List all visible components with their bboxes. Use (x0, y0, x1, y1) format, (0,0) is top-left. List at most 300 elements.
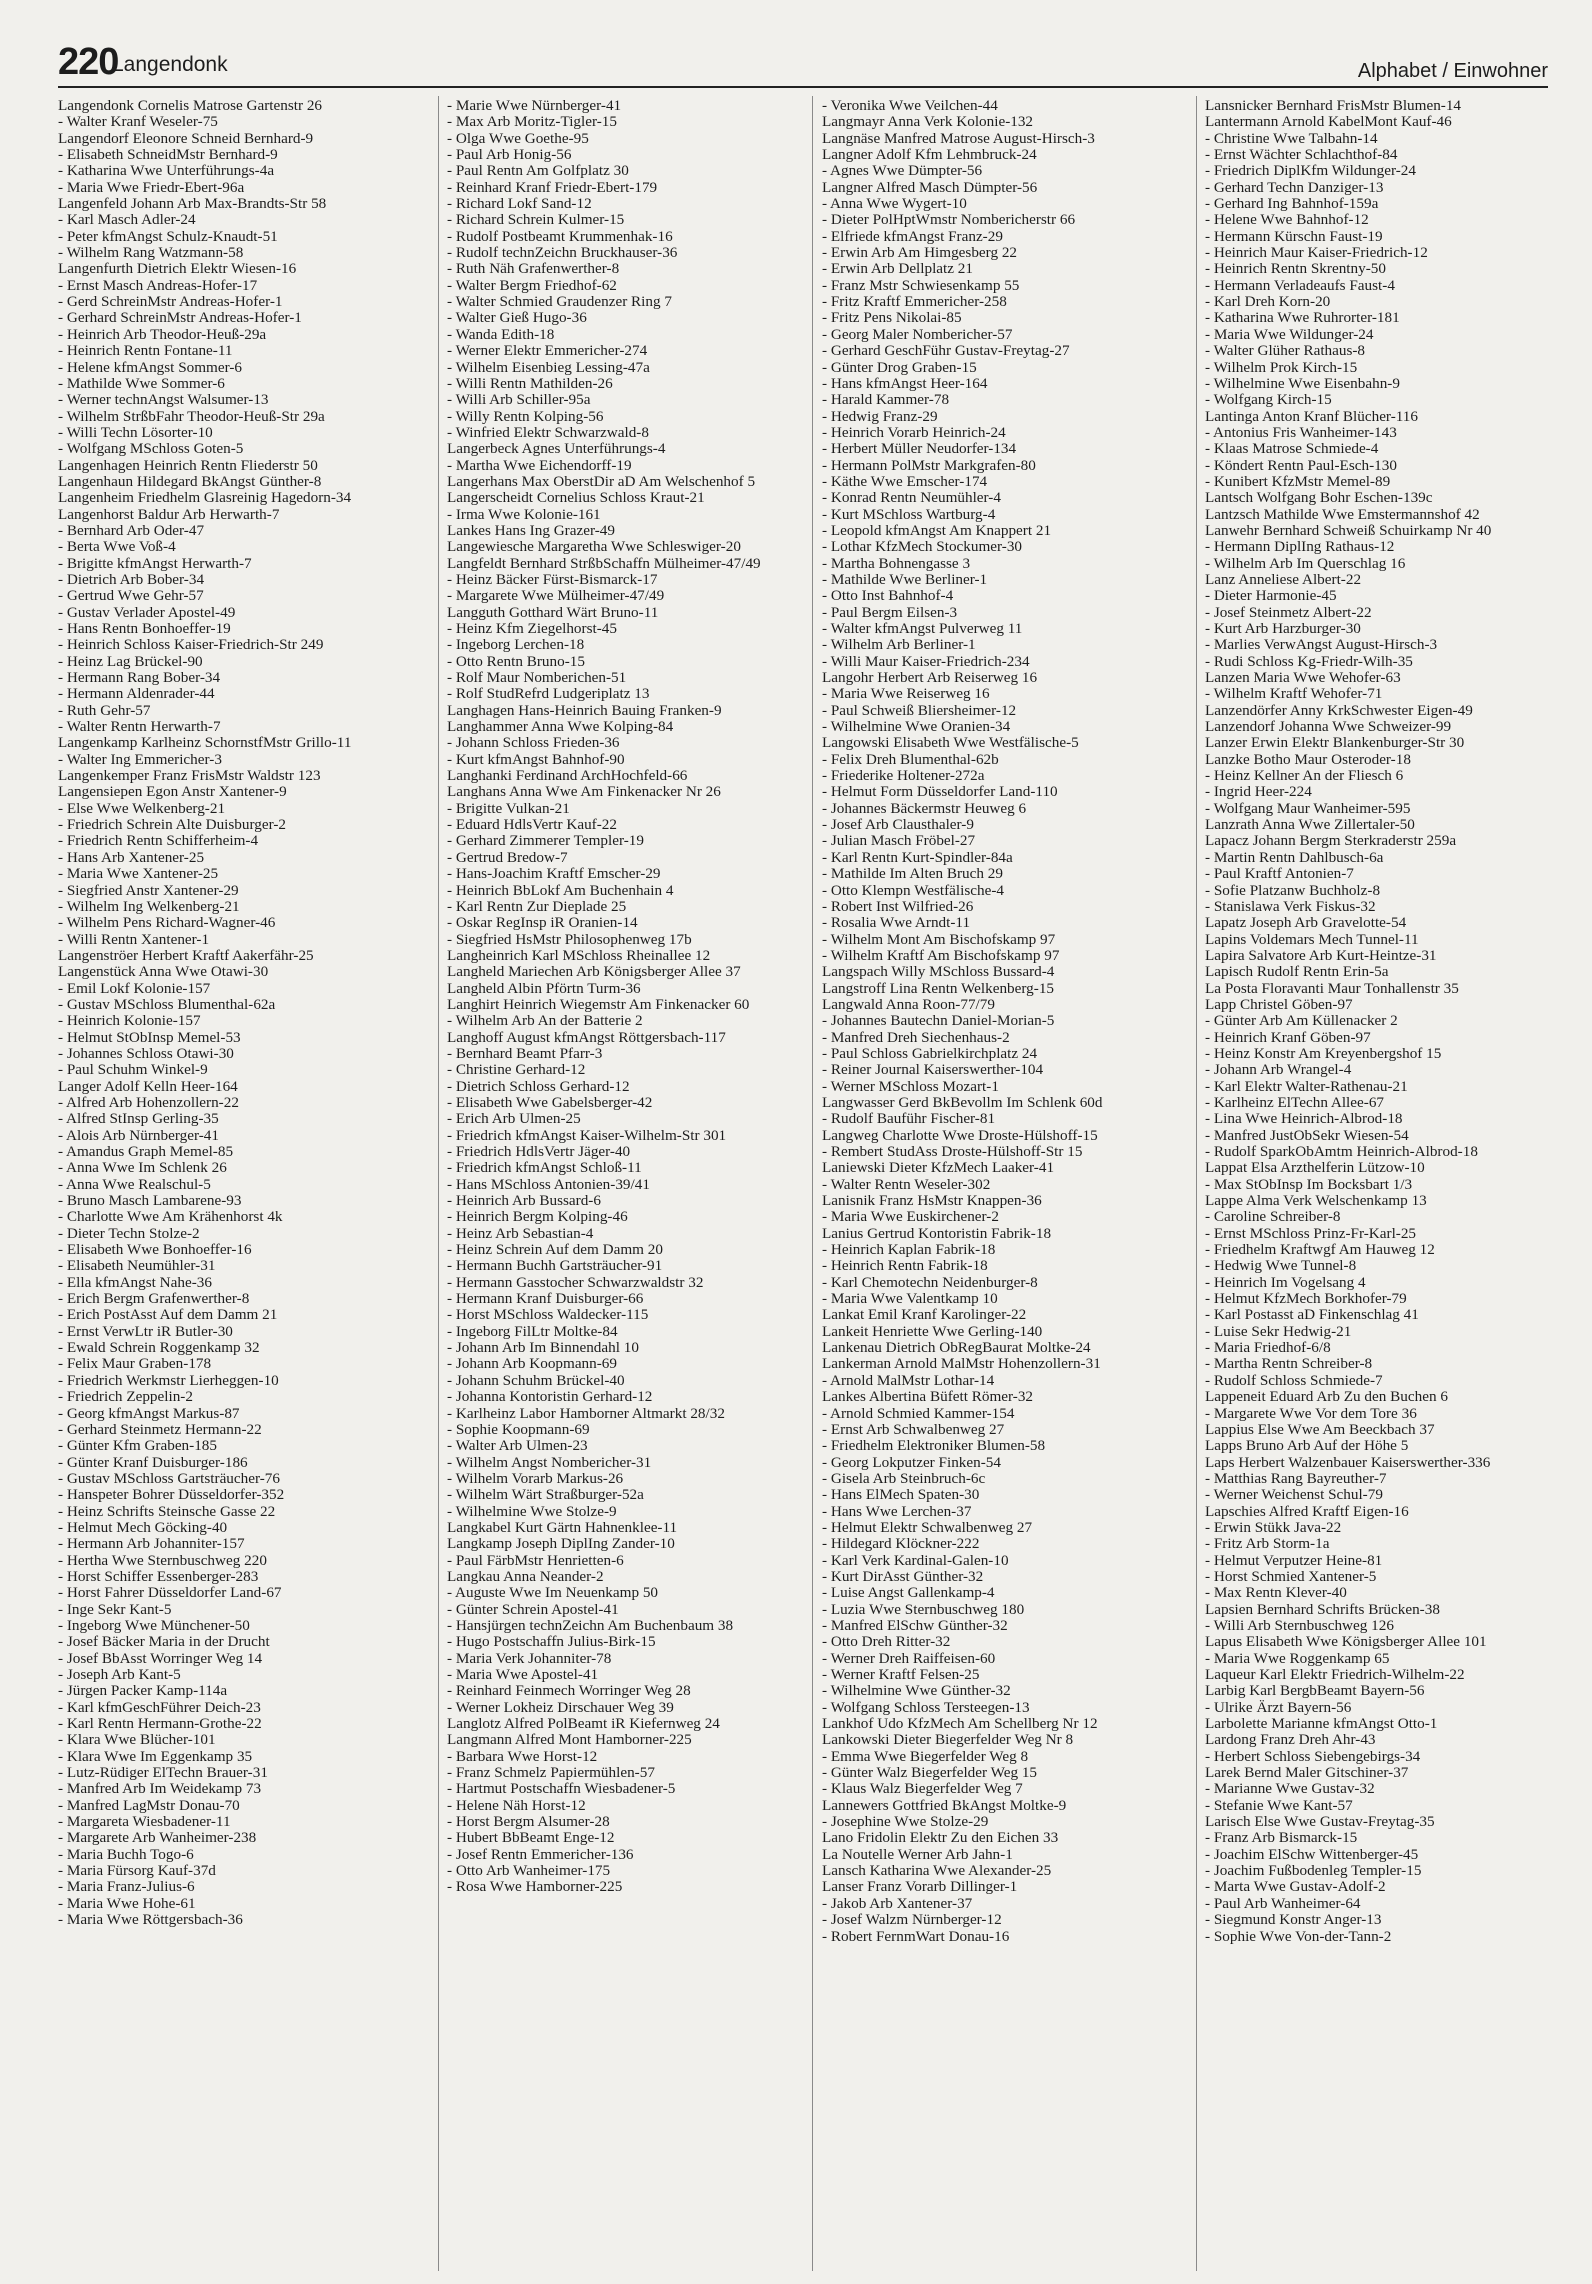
directory-entry: - Heinrich Maur Kaiser-Friedrich-12 (1205, 245, 1428, 262)
directory-entry: Lanzen Maria Wwe Wehofer-63 (1205, 670, 1401, 687)
directory-entry: - Heinrich Kranf Göben-97 (1205, 1029, 1371, 1046)
directory-entry: - Heinz Schrifts Steinsche Gasse 22 (58, 1503, 276, 1520)
directory-entry: Lapschies Alfred Kraftf Eigen-16 (1205, 1503, 1409, 1520)
directory-entry: - Auguste Wwe Im Neuenkamp 50 (447, 1585, 659, 1602)
directory-entry: - Werner Dreh Raiffeisen-60 (822, 1650, 996, 1667)
directory-entry: - Heinrich Rentn Fontane-11 (58, 343, 233, 360)
directory-entry: Langenströer Herbert Kraftf Aakerfähr-25 (58, 947, 314, 964)
directory-entry: - Heinz Konstr Am Kreyenbergshof 15 (1205, 1045, 1442, 1062)
directory-entry: - Sophie Wwe Von-der-Tann-2 (1205, 1928, 1392, 1945)
column-3 (822, 98, 1178, 2273)
directory-entry: - Amandus Graph Memel-85 (58, 1144, 234, 1160)
directory-entry: - Walter Glüher Rathaus-8 (1205, 343, 1366, 360)
directory-entry: - Rolf StudRefrd Ludgeriplatz 13 (447, 686, 650, 703)
directory-entry: - Stanislawa Verk Fiskus-32 (1205, 898, 1376, 915)
directory-entry: Langner Alfred Masch Dümpter-56 (822, 179, 1038, 196)
directory-entry: Langerbeck Agnes Unterführungs-4 (447, 441, 666, 458)
directory-entry: Laps Herbert Walzenbauer Kaiserswerther-336 (1205, 1454, 1491, 1471)
directory-entry: - Berta Wwe Voß-4 (58, 539, 176, 556)
directory-entry: - Reinhard Feinmech Worringer Weg 28 (447, 1683, 691, 1700)
directory-entry: - Katharina Wwe Ruhrorter-181 (1205, 310, 1400, 327)
directory-entry: - Konrad Rentn Neumühler-4 (822, 490, 1001, 507)
directory-entry: - Rosalia Wwe Arndt-11 (822, 915, 971, 932)
directory-entry: - Rudolf Bauführ Fischer-81 (822, 1111, 996, 1128)
directory-entry: - Günter Schrein Apostel-41 (447, 1601, 619, 1618)
directory-entry: - Dietrich Arb Bober-34 (58, 571, 205, 588)
directory-entry: - Siegfried HsMstr Philosophenweg 17b (447, 931, 692, 948)
directory-entry: - Heinrich Rentn Skrentny-50 (1205, 261, 1386, 278)
directory-entry: - Hermann Aldenrader-44 (58, 686, 215, 703)
directory-entry: - Wolfgang MSchloss Goten-5 (58, 441, 244, 458)
directory-entry: - Willi Rentn Mathilden-26 (447, 375, 613, 392)
directory-entry: - Wilhelm Pens Richard-Wagner-46 (58, 915, 276, 932)
directory-entry: Langhoff August kfmAngst Röttgersbach-117 (447, 1029, 726, 1046)
directory-entry: - Heinz Schrein Auf dem Damm 20 (447, 1242, 663, 1259)
directory-entry: - Kurt DirAsst Günther-32 (822, 1568, 984, 1585)
directory-entry: - Dieter Harmonie-45 (1205, 588, 1337, 605)
directory-entry: - Walter Rentn Weseler-302 (822, 1176, 991, 1193)
directory-entry: Larbolette Marianne kfmAngst Otto-1 (1205, 1716, 1438, 1733)
directory-entry: - Maria Fürsorg Kauf-37d (58, 1863, 216, 1880)
directory-entry: - Hansjürgen technZeichn Am Buchenbaum 38 (447, 1617, 734, 1634)
directory-entry: - Heinrich Kaplan Fabrik-18 (822, 1242, 996, 1259)
directory-entry: - Elisabeth Wwe Bonhoeffer-16 (58, 1242, 252, 1259)
directory-entry: - Gerhard Techn Danziger-13 (1205, 179, 1384, 196)
directory-entry: Langenstück Anna Wwe Otawi-30 (58, 964, 269, 981)
directory-entry: - Paul Arb Wanheimer-64 (1205, 1895, 1361, 1912)
directory-entry: - Karlheinz Labor Hamborner Altmarkt 28/32 (447, 1405, 725, 1422)
directory-entry: - Marianne Wwe Gustav-32 (1205, 1781, 1375, 1798)
directory-entry: - Lina Wwe Heinrich-Albrod-18 (1205, 1111, 1403, 1128)
directory-entry: - Erwin Stükk Java-22 (1205, 1519, 1342, 1536)
directory-entry: - Friedrich Schrein Alte Duisburger-2 (58, 817, 287, 834)
directory-entry: - Karl Masch Adler-24 (58, 212, 196, 229)
directory-entry: - Georg Lokputzer Finken-54 (822, 1454, 1001, 1471)
directory-entry: Langer Adolf Kelln Heer-164 (58, 1078, 238, 1095)
directory-entry: - Brigitte Vulkan-21 (447, 800, 570, 817)
directory-entry: - Hildegard Klöckner-222 (822, 1536, 980, 1553)
directory-entry: - Dietrich Schloss Gerhard-12 (447, 1078, 630, 1095)
directory-entry: - Stefanie Wwe Kant-57 (1205, 1797, 1353, 1814)
directory-entry: - Friedrich DiplKfm Wildunger-24 (1205, 163, 1416, 180)
directory-entry: - Ingrid Heer-224 (1205, 784, 1312, 801)
directory-entry: - Karl Chemotechn Neidenburger-8 (822, 1274, 1038, 1291)
directory-entry: - Friedrich Zeppelin-2 (58, 1389, 193, 1406)
directory-entry: - Kurt Arb Harzburger-30 (1205, 621, 1361, 637)
directory-entry: - Walter Bergm Friedhof-62 (447, 277, 617, 294)
directory-entry: - Wilhelm Eisenbieg Lessing-47a (447, 359, 650, 376)
directory-entry: - Heinrich Kolonie-157 (58, 1013, 201, 1030)
directory-entry: Lankes Albertina Büfett Römer-32 (822, 1389, 1034, 1406)
directory-entry: - Rudolf technZeichn Bruckhauser-36 (447, 245, 678, 262)
directory-entry: - Willy Rentn Kolping-56 (447, 408, 604, 425)
directory-entry: Langendonk Cornelis Matrose Gartenstr 26 (58, 98, 323, 114)
directory-entry: - Paul Rentn Am Golfplatz 30 (447, 163, 629, 180)
directory-entry: - Horst Schiffer Essenberger-283 (58, 1568, 259, 1585)
directory-entry: - Martha Wwe Eichendorff-19 (447, 457, 632, 474)
directory-entry: - Ernst Arb Schwalbenweg 27 (822, 1421, 1005, 1438)
directory-entry: - Johannes Bautechn Daniel-Morian-5 (822, 1013, 1055, 1030)
directory-entry: - Wilhelm StrßbFahr Theodor-Heuß-Str 29a (58, 408, 325, 425)
directory-entry: - Karl kfmGeschFührer Deich-23 (58, 1699, 261, 1716)
directory-entry: Lanser Franz Vorarb Dillinger-1 (822, 1879, 1018, 1896)
directory-entry: - Heinrich BbLokf Am Buchenhain 4 (447, 882, 674, 899)
directory-entry: - Maria Wwe Euskirchener-2 (822, 1209, 999, 1226)
directory-entry: - Käthe Wwe Emscher-174 (822, 473, 988, 490)
directory-entry: - Otto Klempn Westfälische-4 (822, 882, 1004, 899)
directory-entry: - Walter Kranf Weseler-75 (58, 114, 218, 131)
directory-entry: - Gerhard SchreinMstr Andreas-Hofer-1 (58, 310, 302, 327)
directory-entry: Langhirt Heinrich Wiegemstr Am Finkenacker 60 (447, 996, 750, 1013)
directory-entry: - Karl Rentn Kurt-Spindler-84a (822, 849, 1013, 866)
directory-entry: - Paul Schuhm Winkel-9 (58, 1062, 208, 1079)
directory-entry: - Alfred StInsp Gerling-35 (58, 1111, 219, 1128)
directory-entry: - Willi Arb Sternbuschweg 126 (1205, 1617, 1394, 1634)
directory-entry: - Richard Schrein Kulmer-15 (447, 212, 625, 229)
directory-entry: - Wilhelm Wärt Straßburger-52a (447, 1487, 644, 1504)
directory-entry: - Felix Dreh Blumenthal-62b (822, 751, 999, 768)
directory-entry: Langenhagen Heinrich Rentn Fliederstr 50 (58, 457, 318, 474)
directory-entry: Lankerman Arnold MalMstr Hohenzollern-31 (822, 1356, 1101, 1373)
directory-entry: - Wilhelm Kraftf Wehofer-71 (1205, 686, 1383, 703)
directory-entry: - Heinz Kfm Ziegelhorst-45 (447, 621, 617, 637)
directory-entry: - Rudolf SparkObAmtm Heinrich-Albrod-18 (1205, 1144, 1478, 1160)
directory-entry: - Johannes Bäckermstr Heuweg 6 (822, 800, 1027, 817)
directory-entry: - Alois Arb Nürnberger-41 (58, 1127, 219, 1144)
directory-entry: Langwald Anna Roon-77/79 (822, 996, 995, 1013)
directory-entry: - Lothar KfzMech Stockumer-30 (822, 539, 1023, 556)
directory-entry: - Else Wwe Welkenberg-21 (58, 800, 226, 817)
directory-entry: Langensiepen Egon Anstr Xantener-9 (58, 784, 287, 801)
directory-entry: - Fritz Kraftf Emmericher-258 (822, 294, 1007, 311)
directory-entry: Langhans Anna Wwe Am Finkenacker Nr 26 (447, 784, 721, 801)
directory-entry: Langerhans Max OberstDir aD Am Welschenhof 5 (447, 473, 756, 490)
directory-entry: - Josef Steinmetz Albert-22 (1205, 604, 1372, 621)
directory-entry: - Friedrich HdlsVertr Jäger-40 (447, 1144, 631, 1160)
directory-entry: Langheld Mariechen Arb Königsberger Allee 37 (447, 964, 741, 981)
directory-entry: - Hubert BbBeamt Enge-12 (447, 1830, 615, 1847)
directory-entry: - Anna Wwe Realschul-5 (58, 1176, 211, 1193)
directory-entry: - Herbert Müller Neudorfer-134 (822, 441, 1017, 458)
directory-entry: - Paul FärbMstr Henrietten-6 (447, 1552, 624, 1569)
directory-entry: - Georg Maler Nombericher-57 (822, 326, 1013, 343)
directory-entry: - Rembert StudAss Droste-Hülshoff-Str 15 (822, 1144, 1083, 1160)
directory-entry: - Wilhelm Arb Berliner-1 (822, 637, 976, 654)
directory-entry: - Hermann Verladeaufs Faust-4 (1205, 277, 1395, 294)
directory-entry: Lanius Gertrud Kontoristin Fabrik-18 (822, 1225, 1052, 1242)
directory-entry: - Hermann Buchh Gartsträucher-91 (447, 1258, 663, 1275)
directory-entry: - Kurt kfmAngst Bahnhof-90 (447, 751, 625, 768)
directory-entry: - Wilhelm Angst Nombericher-31 (447, 1454, 652, 1471)
directory-entry: - Wilhelm Vorarb Markus-26 (447, 1470, 624, 1487)
directory-entry: Langhagen Hans-Heinrich Bauing Franken-9 (447, 702, 722, 719)
directory-entry: - Gerhard GeschFühr Gustav-Freytag-27 (822, 343, 1070, 360)
directory-entry: - Hans ElMech Spaten-30 (822, 1487, 980, 1504)
directory-entry: - Agnes Wwe Dümpter-56 (822, 163, 983, 180)
directory-entry: - Robert FernmWart Donau-16 (822, 1928, 1010, 1945)
directory-entry: - Maria Wwe Apostel-41 (447, 1667, 599, 1683)
directory-entry: - Sofie Platzanw Buchholz-8 (1205, 882, 1381, 899)
directory-entry: - Helmut Mech Göcking-40 (58, 1519, 228, 1536)
directory-entry: - Margarete Arb Wanheimer-238 (58, 1830, 257, 1847)
directory-entry: Lapsien Bernhard Schrifts Brücken-38 (1205, 1601, 1440, 1618)
directory-entry: Langhanki Ferdinand ArchHochfeld-66 (447, 768, 688, 785)
directory-entry: - Heinz Bäcker Fürst-Bismarck-17 (447, 571, 658, 588)
directory-entry: - Otto Dreh Ritter-32 (822, 1634, 951, 1651)
directory-entry: - Maria Wwe Hohe-61 (58, 1895, 196, 1912)
directory-entry: - Otto Arb Wanheimer-175 (447, 1863, 611, 1880)
directory-entry: - Peter kfmAngst Schulz-Knaudt-51 (58, 228, 278, 245)
directory-entry: - Leopold kfmAngst Am Knappert 21 (822, 522, 1052, 539)
directory-entry: Lanisnik Franz HsMstr Knappen-36 (822, 1193, 1042, 1210)
directory-entry: - Maria Wwe Wildunger-24 (1205, 326, 1374, 343)
directory-entry: - Franz Arb Bismarck-15 (1205, 1830, 1358, 1847)
directory-entry: - Friedrich Werkmstr Lierheggen-10 (58, 1372, 279, 1389)
directory-entry: - Hugo Postschaffn Julius-Birk-15 (447, 1634, 656, 1651)
directory-entry: - Johann Arb Wrangel-4 (1205, 1062, 1352, 1079)
directory-entry: - Margarete Wwe Vor dem Tore 36 (1205, 1405, 1417, 1422)
directory-entry: - Karl Postasst aD Finkenschlag 41 (1205, 1307, 1419, 1324)
directory-entry: - Heinrich Rentn Fabrik-18 (822, 1258, 988, 1275)
directory-entry: - Margareta Wiesbadener-11 (58, 1814, 231, 1831)
directory-entry: - Gerhard Zimmerer Templer-19 (447, 833, 644, 850)
directory-entry: Larisch Else Wwe Gustav-Freytag-35 (1205, 1814, 1435, 1831)
directory-entry: - Wilhelm Mont Am Bischofskamp 97 (822, 931, 1056, 948)
directory-entry: - Fritz Pens Nikolai-85 (822, 310, 962, 327)
directory-entry: - Hans Rentn Bonhoeffer-19 (58, 621, 231, 637)
directory-entry: - Wolfgang Maur Wanheimer-595 (1205, 800, 1411, 817)
directory-entry: - Erich Arb Ulmen-25 (447, 1111, 581, 1128)
directory-entry: Langheinrich Karl MSchloss Rheinallee 12 (447, 947, 711, 964)
directory-entry: - Ruth Näh Grafenwerther-8 (447, 261, 620, 278)
directory-entry: - Max Arb Moritz-Tigler-15 (447, 114, 617, 131)
directory-entry: - Hermann Rang Bober-34 (58, 670, 221, 687)
directory-entry: - Hedwig Wwe Tunnel-8 (1205, 1258, 1357, 1275)
directory-entry: - Klaas Matrose Schmiede-4 (1205, 441, 1379, 458)
directory-entry: - Wilhelm Arb An der Batterie 2 (447, 1013, 643, 1030)
directory-entry: Langkau Anna Neander-2 (447, 1568, 604, 1585)
directory-entry: - Bernhard Arb Oder-47 (58, 522, 205, 539)
directory-entry: - Richard Lokf Sand-12 (447, 196, 592, 213)
directory-entry: - Hertha Wwe Sternbuschweg 220 (58, 1552, 267, 1569)
directory-entry: Lapisch Rudolf Rentn Erin-5a (1205, 964, 1389, 981)
directory-entry: Lanz Anneliese Albert-22 (1205, 571, 1362, 588)
directory-entry: - Hans MSchloss Antonien-39/41 (447, 1176, 650, 1193)
directory-entry: - Heinrich Arb Bussard-6 (447, 1193, 601, 1210)
directory-entry: - Gerd SchreinMstr Andreas-Hofer-1 (58, 294, 283, 311)
directory-entry: - Anna Wwe Wygert-10 (822, 196, 967, 213)
directory-entry: - Rudi Schloss Kg-Friedr-Wilh-35 (1205, 653, 1413, 670)
directory-entry: - Dieter PolHptWmstr Nombericherstr 66 (822, 212, 1076, 229)
directory-entry: - Friederike Holtener-272a (822, 768, 985, 785)
directory-entry: Lankes Hans Ing Grazer-49 (447, 522, 615, 539)
directory-entry: Larbig Karl BergbBeamt Bayern-56 (1205, 1683, 1425, 1700)
directory-entry: - Josef Rentn Emmericher-136 (447, 1846, 634, 1863)
directory-entry: - Paul Kraftf Antonien-7 (1205, 866, 1354, 883)
directory-entry: - Christine Wwe Talbahn-14 (1205, 130, 1378, 147)
directory-entry: Lankeit Henriette Wwe Gerling-140 (822, 1323, 1043, 1340)
directory-entry: - Heinrich Vorarb Heinrich-24 (822, 424, 1006, 441)
directory-entry: - Werner Kraftf Felsen-25 (822, 1667, 980, 1683)
directory-entry: - Willi Techn Lösorter-10 (58, 424, 213, 441)
directory-entry: - Bruno Masch Lambarene-93 (58, 1193, 242, 1210)
directory-entry: - Willi Arb Schiller-95a (447, 392, 591, 409)
directory-entry: - Horst MSchloss Waldecker-115 (447, 1307, 649, 1324)
directory-entry: - Jakob Arb Xantener-37 (822, 1895, 973, 1912)
directory-entry: - Karl Dreh Korn-20 (1205, 294, 1331, 311)
directory-entry: Lapira Salvatore Arb Kurt-Heintze-31 (1205, 947, 1437, 964)
section-title: Alphabet / Einwohner (1357, 60, 1548, 82)
directory-entry: - Joseph Arb Kant-5 (58, 1667, 181, 1683)
directory-entry: - Helene Wwe Bahnhof-12 (1205, 212, 1369, 229)
directory-entry: - Günter Kfm Graben-185 (58, 1438, 217, 1455)
directory-entry: - Heinrich Bergm Kolping-46 (447, 1209, 628, 1226)
directory-entry: - Gustav MSchloss Gartsträucher-76 (58, 1470, 280, 1487)
directory-entry: - Günter Drog Graben-15 (822, 359, 977, 376)
directory-entry: Langewiesche Margaretha Wwe Schleswiger-20 (447, 539, 741, 556)
directory-entry: Lankowski Dieter Biegerfelder Weg Nr 8 (822, 1732, 1074, 1749)
directory-entry: - Matthias Rang Bayreuther-7 (1205, 1470, 1387, 1487)
directory-entry: - Erich PostAsst Auf dem Damm 21 (58, 1307, 278, 1324)
directory-entry: - Fritz Arb Storm-1a (1205, 1536, 1330, 1553)
directory-entry: Lanzrath Anna Wwe Zillertaler-50 (1205, 817, 1415, 834)
directory-entry: - Eduard HdlsVertr Kauf-22 (447, 817, 617, 834)
directory-entry: - Otto Rentn Bruno-15 (447, 653, 585, 670)
directory-entry: Lankat Emil Kranf Karolinger-22 (822, 1307, 1027, 1324)
directory-entry: - Klaus Walz Biegerfelder Weg 7 (822, 1781, 1023, 1798)
directory-entry: - Friedhelm Kraftwgf Am Hauweg 12 (1205, 1242, 1435, 1259)
directory-entry: - Rudolf Postbeamt Krummenhak-16 (447, 228, 673, 245)
directory-entry: - Irma Wwe Kolonie-161 (447, 506, 601, 523)
directory-entry: - Maria Verk Johanniter-78 (447, 1650, 612, 1667)
directory-entry: - Maria Friedhof-6/8 (1205, 1340, 1331, 1357)
directory-entry: Lapp Christel Göben-97 (1205, 996, 1353, 1013)
directory-entry: Langheld Albin Pförtn Turm-36 (447, 980, 641, 997)
directory-entry: - Dieter Techn Stolze-2 (58, 1225, 200, 1242)
directory-entry: Lanzendörfer Anny KrkSchwester Eigen-49 (1205, 702, 1473, 719)
directory-entry: - Friedrich kfmAngst Kaiser-Wilhelm-Str 301 (447, 1127, 727, 1144)
directory-entry: Lapatz Joseph Arb Gravelotte-54 (1205, 915, 1407, 932)
directory-entry: - Maria Wwe Valentkamp 10 (822, 1291, 998, 1308)
directory-entry: - Olga Wwe Goethe-95 (447, 130, 589, 147)
directory-entry: Langenkemper Franz FrisMstr Waldstr 123 (58, 768, 321, 785)
directory-entry: - Ernst Wächter Schlachthof-84 (1205, 147, 1398, 164)
directory-entry: - Wilhelmine Wwe Oranien-34 (822, 719, 1011, 736)
directory-entry: - Heinrich Arb Theodor-Heuß-29a (58, 326, 267, 343)
directory-entry: Lapps Bruno Arb Auf der Höhe 5 (1205, 1438, 1409, 1455)
directory-entry: - Franz Mstr Schwiesenkamp 55 (822, 277, 1020, 294)
directory-entry: Larek Bernd Maler Gitschiner-37 (1205, 1765, 1409, 1782)
directory-entry: - Karl Rentn Hermann-Grothe-22 (58, 1716, 262, 1733)
directory-entry: - Rudolf Schloss Schmiede-7 (1205, 1372, 1383, 1389)
directory-entry: Langowski Elisabeth Wwe Westfälische-5 (822, 735, 1079, 752)
directory-entry: - Karl Verk Kardinal-Galen-10 (822, 1552, 1009, 1569)
directory-entry: - Gisela Arb Steinbruch-6c (822, 1470, 986, 1487)
directory-entry: Langkamp Joseph DiplIng Zander-10 (447, 1536, 675, 1553)
directory-entry: Lapins Voldemars Mech Tunnel-11 (1205, 931, 1419, 948)
directory-entry: Lansch Katharina Wwe Alexander-25 (822, 1863, 1052, 1880)
directory-entry: - Werner Elektr Emmericher-274 (447, 343, 648, 360)
directory-entry: Lankhof Udo KfzMech Am Schellberg Nr 12 (822, 1716, 1098, 1733)
directory-entry: - Wilhelm Ing Welkenberg-21 (58, 898, 240, 915)
directory-entry: - Martha Rentn Schreiber-8 (1205, 1356, 1373, 1373)
directory-entry: Langenkamp Karlheinz SchornstfMstr Grillo-11 (58, 735, 352, 752)
directory-entry: - Arnold Schmied Kammer-154 (822, 1405, 1015, 1422)
directory-entry: - Ruth Gehr-57 (58, 702, 151, 719)
directory-entry: Langenheim Friedhelm Glasreinig Hagedorn-34 (58, 490, 352, 507)
directory-entry: - Horst Bergm Alsumer-28 (447, 1814, 610, 1831)
directory-entry: - Johannes Schloss Otawi-30 (58, 1045, 234, 1062)
directory-entry: - Barbara Wwe Horst-12 (447, 1748, 598, 1765)
directory-entry: - Helmut StObInsp Memel-53 (58, 1029, 241, 1046)
directory-entry: - Kurt MSchloss Wartburg-4 (822, 506, 996, 523)
directory-entry: - Robert Inst Wilfried-26 (822, 898, 974, 915)
directory-entry: - Maria Wwe Reiserweg 16 (822, 686, 990, 703)
directory-entry: - Joachim ElSchw Wittenberger-45 (1205, 1846, 1419, 1863)
directory-entry: - Anna Wwe Im Schlenk 26 (58, 1160, 227, 1177)
directory-entry: - Gerhard Steinmetz Hermann-22 (58, 1421, 262, 1438)
directory-entry: Langhammer Anna Wwe Kolping-84 (447, 719, 674, 736)
directory-entry: - Hermann PolMstr Markgrafen-80 (822, 457, 1036, 474)
directory-entry: - Horst Schmied Xantener-5 (1205, 1568, 1377, 1585)
directory-entry: - Erwin Arb Am Himgesberg 22 (822, 245, 1018, 262)
page-header (58, 40, 1548, 88)
directory-entry: - Werner MSchloss Mozart-1 (822, 1078, 999, 1095)
directory-entry: - Karl Elektr Walter-Rathenau-21 (1205, 1078, 1408, 1095)
directory-entry: - Bernhard Beamt Pfarr-3 (447, 1045, 603, 1062)
directory-entry: - Reiner Journal Kaiserswerther-104 (822, 1062, 1044, 1079)
directory-entry: - Werner Lokheiz Dirschauer Weg 39 (447, 1699, 674, 1716)
directory-entry: - Hermann Arb Johanniter-157 (58, 1536, 245, 1553)
directory-entry: - Walter Arb Ulmen-23 (447, 1438, 588, 1455)
directory-entry: - Paul Bergm Eilsen-3 (822, 604, 958, 621)
directory-entry: - Walter kfmAngst Pulverweg 11 (822, 621, 1023, 637)
directory-entry: - Hermann Gasstocher Schwarzwaldstr 32 (447, 1274, 704, 1291)
directory-entry: - Hedwig Franz-29 (822, 408, 938, 425)
directory-entry: - Marta Wwe Gustav-Adolf-2 (1205, 1879, 1386, 1896)
directory-entry: La Posta Floravanti Maur Tonhallenstr 35 (1205, 980, 1459, 997)
directory-entry: Lankenau Dietrich ObRegBaurat Moltke-24 (822, 1340, 1091, 1357)
directory-entry: - Wanda Edith-18 (447, 326, 555, 343)
directory-entry: Lapus Elisabeth Wwe Königsberger Allee 101 (1205, 1634, 1487, 1651)
directory-entry: - Ingeborg FilLtr Moltke-84 (447, 1323, 618, 1340)
directory-entry: - Johanna Kontoristin Gerhard-12 (447, 1389, 653, 1406)
directory-entry: - Siegfried Anstr Xantener-29 (58, 882, 239, 899)
directory-entry: Laniewski Dieter KfzMech Laaker-41 (822, 1160, 1055, 1177)
directory-entry: - Arnold MalMstr Lothar-14 (822, 1372, 995, 1389)
directory-entry: Langendorf Eleonore Schneid Bernhard-9 (58, 130, 314, 147)
directory-entry: La Noutelle Werner Arb Jahn-1 (822, 1846, 1013, 1863)
directory-entry: - Helmut KfzMech Borkhofer-79 (1205, 1291, 1407, 1308)
directory-entry: - Sophie Koopmann-69 (447, 1421, 590, 1438)
directory-entry: - Helene kfmAngst Sommer-6 (58, 359, 243, 376)
directory-entry: - Karl Rentn Zur Dieplade 25 (447, 898, 627, 915)
directory-entry: - Marie Wwe Nürnberger-41 (447, 98, 622, 114)
directory-entry: - Emma Wwe Biegerfelder Weg 8 (822, 1748, 1029, 1765)
directory-entry: - Brigitte kfmAngst Herwarth-7 (58, 555, 252, 572)
directory-entry: - Maria Buchh Togo-6 (58, 1846, 194, 1863)
directory-entry: Langmann Alfred Mont Hamborner-225 (447, 1732, 692, 1749)
directory-entry: Lappius Else Wwe Am Beeckbach 37 (1205, 1421, 1435, 1438)
directory-entry: - Willi Maur Kaiser-Friedrich-234 (822, 653, 1030, 670)
directory-entry: - Ella kfmAngst Nahe-36 (58, 1274, 212, 1291)
directory-entry: - Ingeborg Lerchen-18 (447, 637, 585, 654)
directory-entry: - Hans Wwe Lerchen-37 (822, 1503, 972, 1520)
directory-entry: Lannewers Gottfried BkAngst Moltke-9 (822, 1797, 1067, 1814)
directory-entry: Lapacz Johann Bergm Sterkraderstr 259a (1205, 833, 1457, 850)
directory-entry: - Heinz Lag Brückel-90 (58, 653, 203, 670)
directory-entry: - Wilhelmine Wwe Stolze-9 (447, 1503, 617, 1520)
